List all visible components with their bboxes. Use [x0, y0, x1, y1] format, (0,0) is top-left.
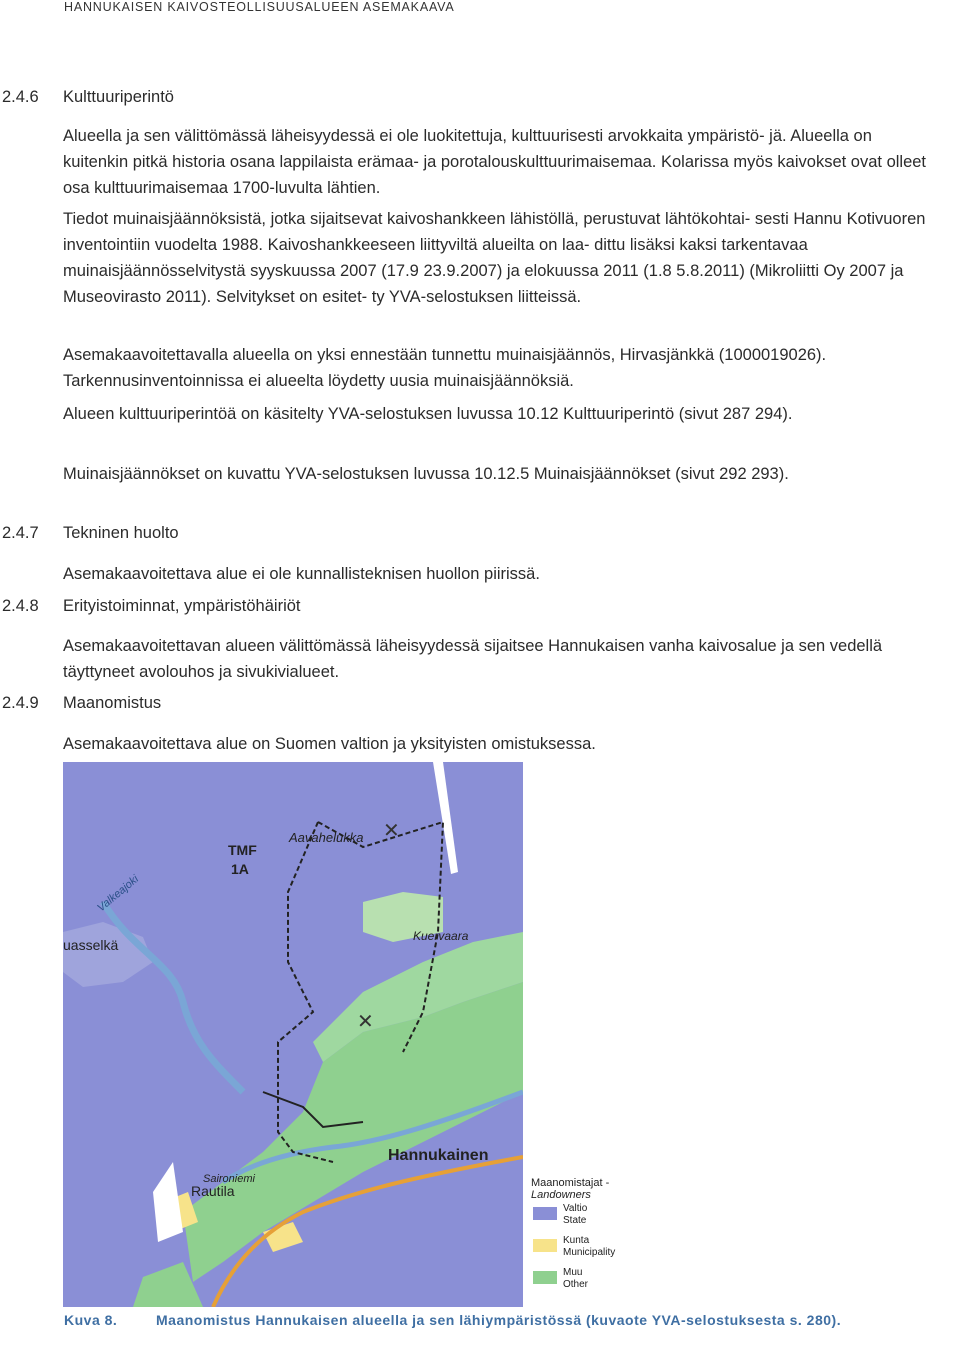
legend-swatch: [533, 1207, 557, 1220]
map-label: Kuervaara: [413, 929, 469, 943]
map-label: uasselkä: [63, 937, 119, 953]
mine-marker-icon: ✕: [357, 1009, 374, 1033]
paragraph: Muinaisjäännökset on kuvattu YVA-selostuksen luvussa 10.12.5 Muinaisjäännökset (sivut 292 293).: [63, 465, 789, 483]
legend-item-state: [533, 1203, 663, 1231]
legend-label: [563, 1267, 588, 1291]
legend-label-fi: Muu: [563, 1267, 583, 1278]
legend-label-fi: Kunta: [563, 1235, 590, 1246]
map-legend: [525, 1175, 665, 1305]
paragraph: Asemakaavoitettava alue on Suomen valtion ja yksityisten omistuksessa.: [63, 735, 596, 753]
map-label: TMF: [228, 842, 257, 858]
map-label: Hannukainen: [388, 1147, 489, 1164]
landownership-map: [63, 762, 523, 1307]
legend-label-en: Other: [563, 1279, 589, 1290]
legend-label-en: State: [563, 1215, 587, 1226]
legend-label: [563, 1235, 615, 1259]
map-label: 1A: [231, 861, 249, 877]
section-title: Erityistoiminnat, ympäristöhäiriöt: [63, 597, 301, 615]
map-svg: [63, 762, 523, 1307]
section-number: 2.4.8: [2, 597, 39, 615]
document-header: HANNUKAISEN KAIVOSTEOLLISUUSALUEEN ASEMAKAAVA: [64, 0, 455, 14]
section-number: 2.4.7: [2, 524, 39, 542]
map-label: Rautila: [191, 1183, 235, 1199]
legend-swatch: [533, 1271, 557, 1284]
figure-caption: Maanomistus Hannukaisen alueella ja sen lähiympäristössä (kuvaote YVA-selostuksesta s. 280).: [156, 1312, 842, 1328]
section-title: Maanomistus: [63, 694, 162, 712]
legend-label: [563, 1203, 587, 1227]
section-number: 2.4.6: [2, 88, 39, 106]
figure-label: Kuva 8.: [64, 1312, 118, 1328]
legend-item-municipality: [533, 1235, 663, 1263]
section-number: 2.4.9: [2, 694, 39, 712]
mine-marker-icon: ✕: [383, 818, 400, 842]
map-label: Saironiemi: [203, 1173, 255, 1185]
legend-title-en: Landowners: [531, 1189, 591, 1201]
paragraph: Alueella ja sen välittömässä läheisyydessä ei ole luokitettuja, kulttuurisesti arvokkaita ympäristö- jä. Alueella on kuitenkin pitkä historia osana lappilaista erämaa- ja porotalouskulttuurimaisemaa. Kolarissa myös kaivokset ovat olleet osa kulttuurimaisemaa 1700-luvulta lähtien.: [63, 127, 927, 197]
legend-swatch: [533, 1239, 557, 1252]
map-label: Valkeajoki: [95, 873, 142, 915]
paragraph: Asemakaavoitettavan alueen välittömässä läheisyydessä sijaitsee Hannukaisen vanha kaivosalue ja sen vedellä täyttyneet avolouhos ja sivukivialueet.: [63, 637, 883, 681]
section-title: Tekninen huolto: [63, 524, 179, 542]
section-title: Kulttuuriperintö: [63, 88, 174, 106]
legend-title-fi: Maanomistajat -: [531, 1177, 610, 1189]
legend-item-other: [533, 1267, 663, 1295]
legend-title: [531, 1177, 665, 1201]
paragraph: Asemakaavoitettava alue ei ole kunnallisteknisen huollon piirissä.: [63, 565, 540, 583]
paragraph: Asemakaavoitettavalla alueella on yksi ennestään tunnettu muinaisjäännös, Hirvasjänkkä (1000019026). Tarkennusinventoinnissa ei alueelta löydetty uusia muinaisjäännöksiä.: [63, 346, 827, 390]
map-label: Aavahelukka: [289, 830, 364, 845]
paragraph: Tiedot muinaisjäännöksistä, jotka sijaitsevat kaivoshankkeen lähistöllä, perustuvat lähtökohtai- sesti Hannu Kotivuoren inventointiin vuodelta 1988. Kaivoshankkeeseen liittyviltä alueilta on laa- dittu lisäksi kaksi tarkentavaa muinaisjäännösselvitystä syyskuussa 2007 (17.9 23.9.2007) ja elokuussa 2011 (1.8 5.8.2011) (Mikroliitti Oy 2007 ja Museovirasto 2011). Selvitykset on esitet- ty YVA-selostuksen liitteissä.: [63, 210, 926, 306]
paragraph: Alueen kulttuuriperintöä on käsitelty YVA-selostuksen luvussa 10.12 Kulttuuriperintö (sivut 287 294).: [63, 405, 793, 423]
legend-label-fi: Valtio: [563, 1203, 588, 1214]
legend-label-en: Municipality: [563, 1247, 616, 1258]
